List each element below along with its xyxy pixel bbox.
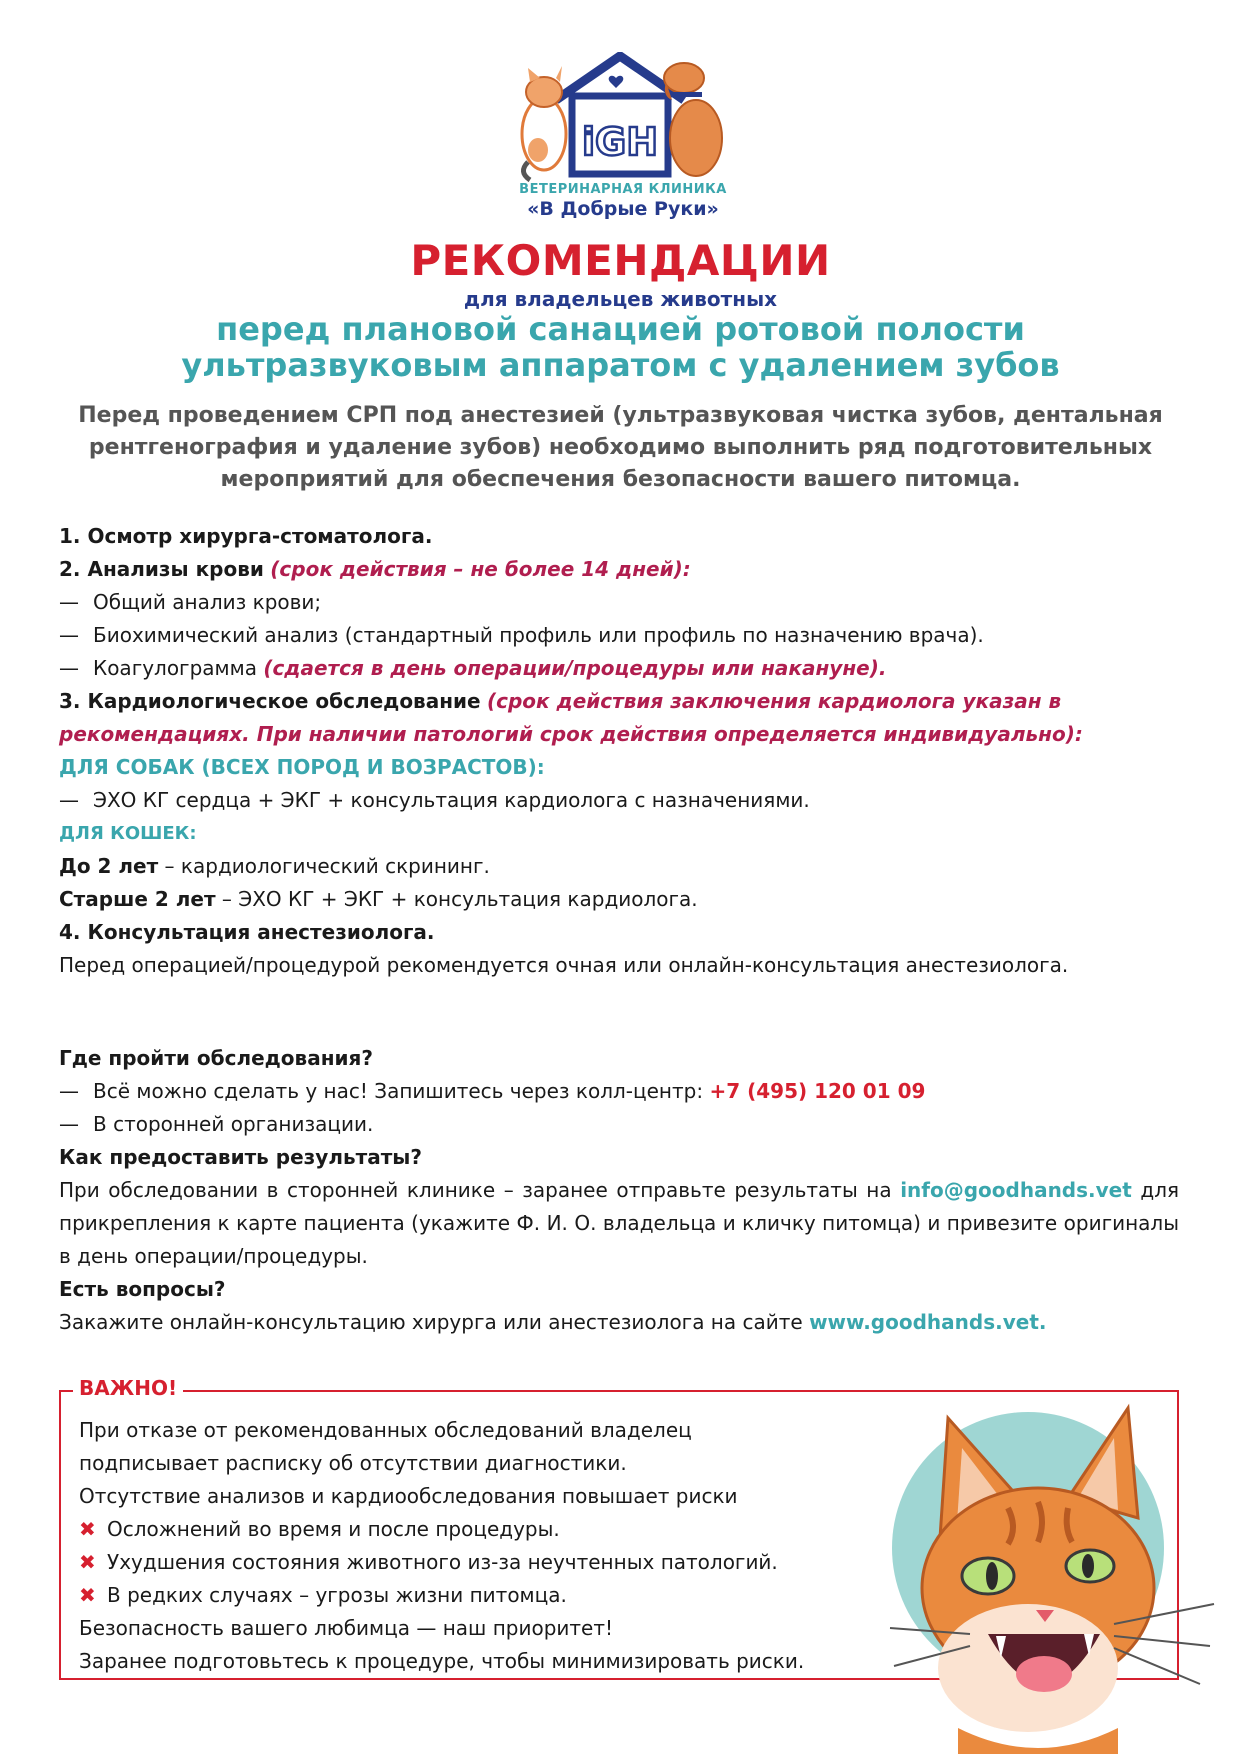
important-label: ВАЖНО! xyxy=(73,1376,183,1400)
item-4: 4. Консультация анестезиолога. xyxy=(59,920,435,944)
cross-icon: ✖ xyxy=(79,1583,96,1607)
important-line-4: Безопасность вашего любимца — наш приоритет! xyxy=(79,1616,614,1640)
cat-illustration-icon xyxy=(878,1398,1218,1754)
risk-item-1-text: Осложнений во время и после процедуры. xyxy=(107,1517,560,1541)
page-title: РЕКОМЕНДАЦИИ xyxy=(410,236,831,285)
where-question: Где пройти обследования? xyxy=(59,1046,373,1070)
important-line-2: подписывает расписку об отсутствии диагностики. xyxy=(79,1451,627,1475)
where-answer-1-text: Всё можно сделать у нас! Запишитесь через колл-центр: xyxy=(93,1079,704,1103)
dogs-item-text: ЭХО КГ сердца + ЭКГ + консультация кардиолога с назначениями. xyxy=(93,788,810,812)
cats-young-label: До 2 лет xyxy=(59,854,159,878)
cats-old-text: – ЭХО КГ + ЭКГ + консультация кардиолога. xyxy=(215,887,698,911)
logo-clinic-name: «В Добрые Руки» xyxy=(527,198,719,220)
cross-icon: ✖ xyxy=(79,1550,96,1574)
risk-item-1 xyxy=(79,1513,879,1546)
email-link[interactable]: info@goodhands.vet xyxy=(900,1178,1132,1202)
questions-text-body: Закажите онлайн-консультацию хирурга или анестезиолога на сайте xyxy=(59,1310,803,1334)
item-3-label: 3. Кардиологическое обследование xyxy=(59,689,481,713)
important-line-5: Заранее подготовьтесь к процедуре, чтобы минимизировать риски. xyxy=(79,1649,805,1673)
results-text xyxy=(59,1174,1179,1273)
logo-clinic-type: ВЕТЕРИНАРНАЯ КЛИНИКА xyxy=(519,182,727,197)
risk-item-3 xyxy=(79,1579,879,1612)
results-text-1: При обследовании в сторонней клинике – заранее отправьте результаты на xyxy=(59,1178,892,1202)
results-question: Как предоставить результаты? xyxy=(59,1145,422,1169)
item-2-c xyxy=(59,652,1179,685)
dash-icon: — xyxy=(59,656,79,680)
item-2-c-text: Коагулограмма xyxy=(93,656,257,680)
cats-heading: ДЛЯ КОШЕК: xyxy=(59,823,197,844)
item-3 xyxy=(59,685,1179,718)
page-subtitle: для владельцев животных xyxy=(463,287,778,311)
dash-icon: — xyxy=(59,1079,79,1103)
callcenter-phone-link[interactable]: +7 (495) 120 01 09 xyxy=(709,1079,926,1103)
logo-graphic xyxy=(516,52,730,184)
cats-old-label: Старше 2 лет xyxy=(59,887,216,911)
dogs-item xyxy=(59,784,1179,817)
item-2-label: 2. Анализы крови xyxy=(59,557,264,581)
cats-item-old xyxy=(59,883,1179,916)
cats-young-text: – кардиологический скрининг. xyxy=(158,854,490,878)
dash-icon: — xyxy=(59,590,79,614)
clinic-logo xyxy=(516,52,730,222)
item-3-note-2: рекомендациях. При наличии патологий срок действия определяется индивидуально): xyxy=(59,722,1083,746)
dash-icon: — xyxy=(59,623,79,647)
dash-icon: — xyxy=(59,788,79,812)
risk-item-2-text: Ухудшения состояния животного из-за неучтенных патологий. xyxy=(107,1550,778,1574)
procedure-heading-line1: перед плановой санацией ротовой полости xyxy=(216,310,1025,348)
procedure-heading xyxy=(0,311,1241,383)
item-2-b-text: Биохимический анализ (стандартный профиль или профиль по назначению врача). xyxy=(93,623,984,647)
item-2-a-text: Общий анализ крови; xyxy=(93,590,322,614)
important-line-1: При отказе от рекомендованных обследований владелец xyxy=(79,1418,692,1442)
item-2-a xyxy=(59,586,1179,619)
item-4-text: Перед операцией/процедурой рекомендуется очная или онлайн-консультация анестезиолога. xyxy=(59,953,1069,977)
where-answer-2 xyxy=(59,1108,1179,1141)
where-answer-1 xyxy=(59,1075,1179,1108)
questions-text xyxy=(59,1306,1179,1339)
where-answer-2-text: В сторонней организации. xyxy=(93,1112,374,1136)
risk-item-3-text: В редких случаях – угрозы жизни питомца. xyxy=(107,1583,567,1607)
questions-heading: Есть вопросы? xyxy=(59,1277,226,1301)
website-link[interactable]: www.goodhands.vet. xyxy=(809,1310,1047,1334)
item-1: 1. Осмотр хирурга-стоматолога. xyxy=(59,524,433,548)
results-text-2: для прикрепления к карте пациента (укажите Ф. И. О. владельца и кличку питомца) и привезите оригиналы в день операции/процедуры. xyxy=(59,1178,1180,1268)
important-text xyxy=(79,1414,879,1678)
risk-item-2 xyxy=(79,1546,879,1579)
cross-icon: ✖ xyxy=(79,1517,96,1541)
cats-item-young xyxy=(59,850,1179,883)
item-3-note-1: (срок действия заключения кардиолога указан в xyxy=(486,689,1062,713)
svg-text:iGH: iGH xyxy=(581,120,659,164)
item-2-c-note: (сдается в день операции/процедуры или накануне). xyxy=(263,656,887,680)
dash-icon: — xyxy=(59,1112,79,1136)
item-2 xyxy=(59,553,1179,586)
procedure-heading-line2: ультразвуковым аппаратом с удалением зубов xyxy=(181,346,1060,384)
important-line-3: Отсутствие анализов и кардиообследования повышает риски xyxy=(79,1484,738,1508)
recommendations-list xyxy=(59,520,1179,1339)
intro-paragraph: Перед проведением СРП под анестезией (ультразвуковая чистка зубов, дентальная рентгенография и удаление зубов) необходимо выполнить ряд подготовительных мероприятий для обеспечения безопасности вашего питомца. xyxy=(78,403,1163,492)
item-2-note: (срок действия – не более 14 дней): xyxy=(270,557,691,581)
dogs-heading: ДЛЯ СОБАК (ВСЕХ ПОРОД И ВОЗРАСТОВ): xyxy=(59,755,545,779)
item-2-b xyxy=(59,619,1179,652)
